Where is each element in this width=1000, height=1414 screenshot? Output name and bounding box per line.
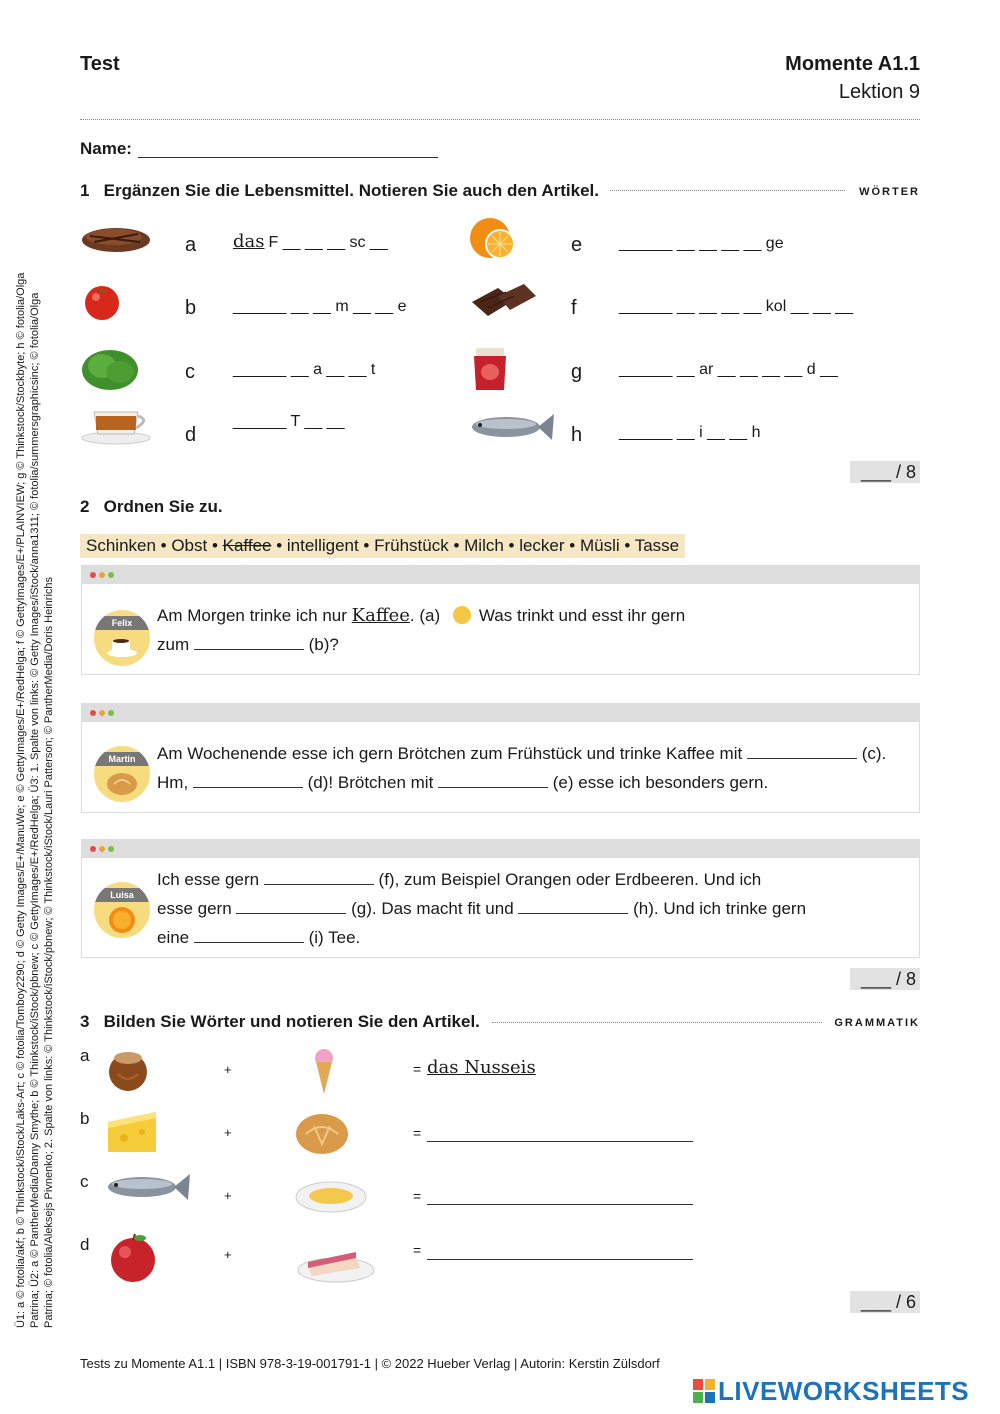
section1-tag: WÖRTER <box>859 186 920 198</box>
item1-letter-e: e <box>571 234 583 256</box>
liveworksheets-logo-icon <box>693 1379 715 1403</box>
row-a-equals: = <box>413 1061 422 1077</box>
orange-icon <box>468 214 518 260</box>
row-c-equals: = <box>413 1188 422 1204</box>
word-bank <box>80 534 685 558</box>
tea-cup-icon <box>80 402 154 446</box>
row-d-answer[interactable] <box>427 1244 693 1260</box>
avatar-martin-name: Martin <box>94 752 150 766</box>
luisa-line3b: (i) Tee. <box>308 928 361 947</box>
row-b-equals: = <box>413 1125 422 1141</box>
item1-answer-e[interactable]: ______ __ __ __ __ ge <box>619 235 784 252</box>
row-c-letter: c <box>80 1172 89 1191</box>
felix-line2b: (b)? <box>308 635 339 654</box>
luisa-line2a: esse gern <box>157 899 232 918</box>
blank-e[interactable] <box>438 773 548 788</box>
blank-g[interactable] <box>236 899 346 914</box>
martin-text <box>157 739 886 797</box>
orange-slice-icon <box>106 904 138 934</box>
item1-answer-g[interactable]: ______ __ ar __ __ __ __ d __ <box>619 361 838 378</box>
coffee-cup-icon <box>106 634 138 658</box>
section2-number: 2 <box>80 497 90 516</box>
item1-answer-a[interactable] <box>233 231 392 252</box>
liveworksheets-logo[interactable] <box>693 1375 970 1406</box>
luisa-text <box>157 865 806 952</box>
word-bank-rest: • intelligent • Frühstück • Milch • lecker • Müsli • Tasse <box>271 536 680 555</box>
word-bank-start: Schinken • Obst • <box>86 536 223 555</box>
lettuce-icon <box>80 342 140 392</box>
card-titlebar <box>82 840 919 858</box>
footer-text: Tests zu Momente A1.1 | ISBN 978-3-19-001791-1 | © 2022 Hueber Verlag | Autorin: Kerstin Zülsdorf <box>80 1356 660 1371</box>
luisa-line1a: Ich esse gern <box>157 870 260 889</box>
avatar-felix-name: Felix <box>94 616 150 630</box>
section3-tag: GRAMMATIK <box>834 1017 920 1029</box>
felix-answer-a: Kaffee <box>351 605 410 626</box>
steak-icon <box>80 220 152 256</box>
cake-icon <box>296 1236 376 1284</box>
row-d-plus: + <box>224 1247 232 1262</box>
martin-line1a: Am Wochenende esse ich gern Brötchen zum Frühstück und trinke Kaffee mit <box>157 744 743 763</box>
section1-heading <box>80 181 599 201</box>
bread-roll-icon <box>106 770 138 796</box>
blank-b[interactable] <box>194 635 304 650</box>
blank-h[interactable] <box>518 899 628 914</box>
ice-cream-icon <box>312 1046 336 1096</box>
row-b-plus: + <box>224 1125 232 1140</box>
item1-answer-c[interactable]: ______ __ a __ __ t <box>233 361 376 378</box>
section3-title: Bilden Sie Wörter und notieren Sie den Artikel. <box>103 1012 480 1031</box>
section3-heading <box>80 1012 480 1032</box>
section3-leader <box>492 1022 822 1023</box>
row-a-letter: a <box>80 1046 90 1065</box>
jam-jar-icon <box>470 340 510 394</box>
avatar-luisa <box>94 882 150 938</box>
blank-i[interactable] <box>194 928 304 943</box>
blank-f[interactable] <box>264 870 374 885</box>
section2-score: ___ / 8 <box>850 968 920 990</box>
section2-title: Ordnen Sie zu. <box>103 497 223 516</box>
item1-letter-a: a <box>185 234 197 256</box>
item1-letter-d: d <box>185 424 197 446</box>
avatar-felix <box>94 610 150 666</box>
wink-emoji-icon <box>453 606 471 624</box>
row-a-answer[interactable]: das Nusseis <box>427 1057 536 1078</box>
chocolate-icon <box>468 280 538 320</box>
item1-answer-f[interactable]: ______ __ __ __ __ kol __ __ __ <box>619 298 853 315</box>
luisa-line2b: (g). Das macht fit und <box>351 899 514 918</box>
test-label: Test <box>80 53 120 75</box>
fish-icon <box>104 1170 192 1202</box>
martin-line1b: (c). <box>861 744 887 763</box>
hazelnut-icon <box>104 1048 152 1092</box>
felix-line2a: zum <box>157 635 190 654</box>
felix-line1a: Am Morgen trinke ich nur <box>157 606 352 625</box>
blank-d[interactable] <box>193 773 303 788</box>
row-a-plus: + <box>224 1062 232 1077</box>
row-d-equals: = <box>413 1242 422 1258</box>
photo-credits: Ü1: a © fotolia/akf; b © Thinkstock/iStock/Laks-Art; c © fotolia/Tomboy2290; d © Getty Images/E+/ManuWe; e © GettyImages/E+/RedHelga; f © GettyImages/E+/PLAINVIEW; g © Thinkstock/Stockbyte; h © fotolia/Olga Patrina; Ü2: a © PantherMedia/Danny Smythe; b © Thinkstock/iStock/pbnew; c © GettyImages/E+/RedHelga; Ü3: 1. Spalte von links: © Getty Images/iStock/anna1311; © fotolia/summersgraphicsinc; © fotolia/Olga Patrina; © fotolia/Aleksejs Pivnenko; 2. Spalte von links: © Thinkstock/iStock/pbnew; © Thinkstock/iStock/Lauri Patterson; © PantherMedia/Doris Heinrichs <box>15 272 55 1328</box>
item1-answer-h[interactable]: ______ __ i __ __ h <box>619 424 761 441</box>
row-c-plus: + <box>224 1188 232 1203</box>
cheese-icon <box>104 1108 160 1158</box>
item1-article-a: das <box>233 231 265 252</box>
chat-card-felix <box>81 565 920 675</box>
martin-line2b: (d)! Brötchen mit <box>307 773 434 792</box>
card-titlebar <box>82 704 919 722</box>
row-d-letter: d <box>80 1235 90 1254</box>
martin-line2a: Hm, <box>157 773 189 792</box>
blank-c[interactable] <box>747 744 857 759</box>
section3-number: 3 <box>80 1012 90 1031</box>
section1-number: 1 <box>80 181 90 200</box>
row-b-letter: b <box>80 1109 90 1128</box>
item1-answer-d[interactable]: ______ T __ __ <box>233 413 345 430</box>
row-c-answer[interactable] <box>427 1189 693 1205</box>
felix-text <box>157 601 685 659</box>
chat-card-luisa <box>81 839 920 958</box>
soup-plate-icon <box>294 1180 368 1214</box>
item1-answer-b[interactable]: ______ __ __ m __ __ e <box>233 298 407 315</box>
lesson-label: Lektion 9 <box>838 81 920 103</box>
row-b-answer[interactable] <box>427 1126 693 1142</box>
item1-pattern-a: F __ __ __ sc __ <box>268 234 388 251</box>
bread-roll-icon <box>294 1110 350 1156</box>
item1-letter-g: g <box>571 361 583 383</box>
word-bank-crossed-word: Kaffee <box>222 536 272 555</box>
luisa-line2c: (h). Und ich trinke gern <box>633 899 807 918</box>
felix-line1b: . (a) <box>409 606 441 625</box>
chat-card-martin <box>81 703 920 813</box>
card-titlebar <box>82 566 919 584</box>
felix-line1c: Was trinkt und esst ihr gern <box>478 606 686 625</box>
luisa-line3a: eine <box>157 928 190 947</box>
section1-score: ___ / 8 <box>850 461 920 483</box>
section3-score: ___ / 6 <box>850 1291 920 1313</box>
liveworksheets-logo-text: LIVEWORKSHEETS <box>718 1375 970 1406</box>
item1-letter-f: f <box>571 297 577 319</box>
item1-letter-h: h <box>571 424 583 446</box>
avatar-martin <box>94 746 150 802</box>
header-divider <box>80 119 920 120</box>
section1-title: Ergänzen Sie die Lebensmittel. Notieren Sie auch den Artikel. <box>103 181 599 200</box>
tomato-icon <box>82 282 122 322</box>
book-title: Momente A1.1 <box>785 53 920 75</box>
item1-letter-b: b <box>185 297 197 319</box>
section1-leader <box>610 190 845 191</box>
item1-letter-c: c <box>185 361 195 383</box>
apple-icon <box>108 1232 158 1284</box>
avatar-luisa-name: Luisa <box>94 888 150 902</box>
name-field[interactable] <box>138 142 438 158</box>
section2-heading <box>80 497 223 517</box>
name-label: Name: <box>80 139 132 158</box>
martin-line2c: (e) esse ich besonders gern. <box>552 773 769 792</box>
luisa-line1b: (f), zum Beispiel Orangen oder Erdbeeren. Und ich <box>378 870 762 889</box>
fish-icon <box>468 410 556 442</box>
